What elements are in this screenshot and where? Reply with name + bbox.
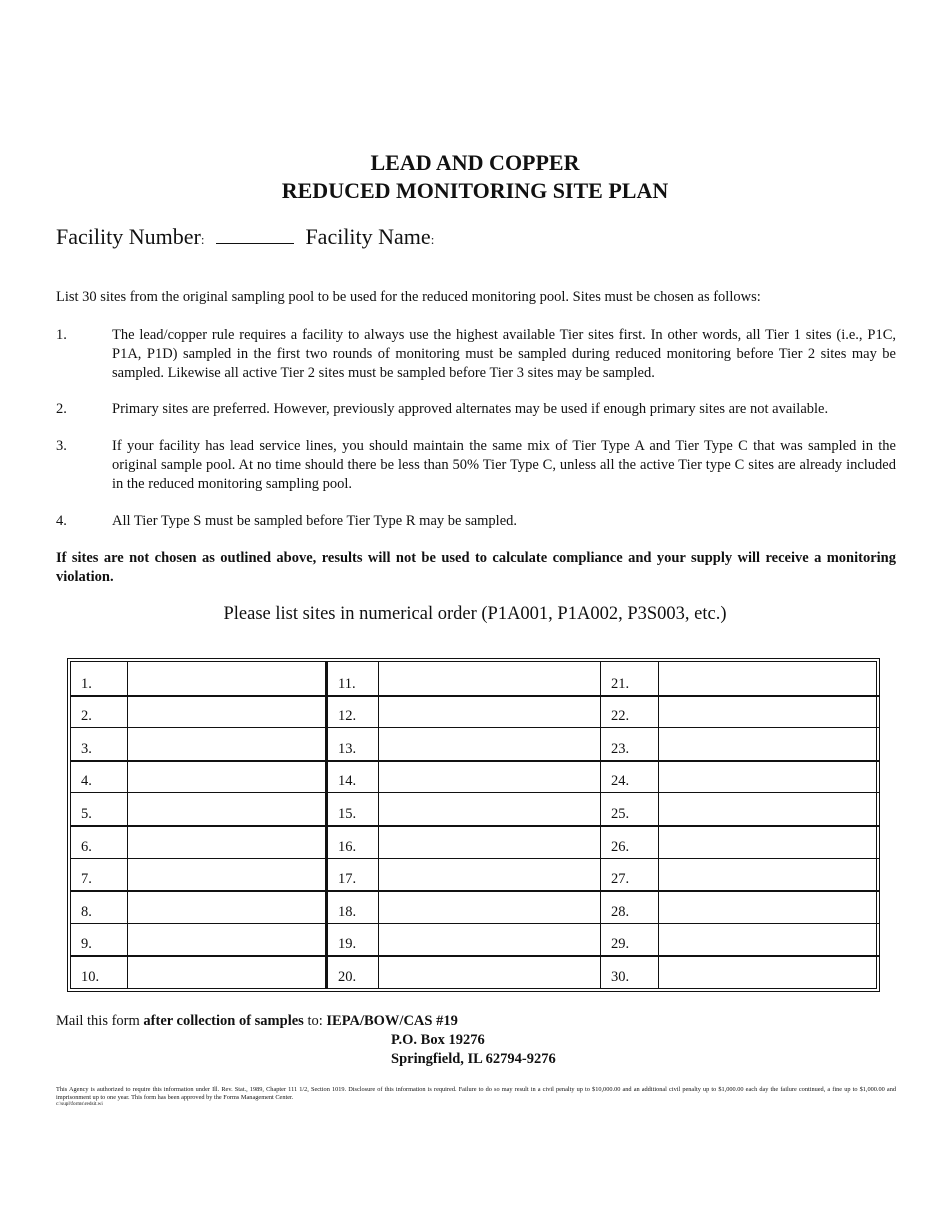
- facility-number-field[interactable]: [216, 225, 294, 244]
- site-number: 24.: [611, 773, 630, 790]
- mail-to: to:: [303, 1013, 327, 1029]
- table-row: [328, 727, 601, 762]
- rule-item: [56, 437, 896, 493]
- table-row: [71, 858, 325, 893]
- site-number: 21.: [611, 675, 630, 692]
- table-row: [71, 890, 325, 924]
- site-entry-field[interactable]: [127, 825, 325, 858]
- site-entry-field[interactable]: [658, 923, 879, 956]
- rule-item: [56, 400, 896, 419]
- table-row: [601, 792, 879, 827]
- rule-text: If your facility has lead service lines, you should maintain the same mix of Tier Type A and Tier Type C that was sampled in the original sample pool. At no time should there be less than 50% Tier Type C, unless all the active Tier type C sites are already included in the reduced monitoring sampling pool.: [112, 438, 896, 492]
- table-row: [328, 955, 601, 988]
- legal-notice: [56, 1086, 896, 1109]
- site-entry-field[interactable]: [378, 695, 601, 728]
- site-entry-field[interactable]: [378, 727, 601, 760]
- table-row: [328, 825, 601, 859]
- site-entry-field[interactable]: [127, 727, 325, 760]
- rule-number: 4.: [56, 513, 67, 529]
- table-row: [328, 792, 601, 827]
- site-number: 18.: [338, 903, 357, 920]
- table-row: [601, 955, 879, 988]
- table-row: [71, 662, 325, 697]
- site-column-3: [600, 662, 879, 988]
- site-number: 7.: [81, 871, 92, 888]
- table-row: [601, 890, 879, 924]
- mail-address-line1: IEPA/BOW/CAS #19: [326, 1013, 458, 1029]
- mail-address-line3: Springfield, IL 62794-9276: [391, 1051, 556, 1067]
- site-entry-field[interactable]: [658, 727, 879, 760]
- table-row: [601, 825, 879, 859]
- site-entry-field[interactable]: [127, 662, 325, 695]
- legal-notice-text: This Agency is authorized to require this information under Ill. Rev. Stat., 1989, Chapter 111 1/2, Section 1019. Disclosure of this information is required. Failure to do so may result in a civil penalty up to $10,000.00 and an additional civil penalty up to $1,000.00 each day the failure continued, a fine up to $1,000.00 and imprisonment up to one year. This form has been approved by the Forms Management Center.: [56, 1086, 896, 1101]
- compliance-warning: If sites are not chosen as outlined above, results will not be used to calculate compliance and your supply will receive a monitoring violation.: [56, 550, 896, 585]
- table-row: [71, 727, 325, 762]
- table-row: [71, 955, 325, 988]
- table-row: [328, 923, 601, 958]
- site-number: 27.: [611, 871, 630, 888]
- table-row: [71, 760, 325, 794]
- rule-number: 1.: [56, 327, 67, 343]
- facility-name-label: Facility Name: [305, 224, 431, 249]
- site-number: 11.: [338, 675, 356, 692]
- site-entry-field[interactable]: [378, 890, 601, 923]
- site-number: 6.: [81, 838, 92, 855]
- table-row: [601, 695, 879, 729]
- site-table: [67, 658, 880, 992]
- table-row: [328, 662, 601, 697]
- site-entry-field[interactable]: [127, 858, 325, 891]
- site-entry-field[interactable]: [658, 858, 879, 891]
- rule-item: [56, 512, 896, 531]
- site-number: 1.: [81, 675, 92, 692]
- site-number: 30.: [611, 968, 630, 985]
- site-number: 4.: [81, 773, 92, 790]
- site-entry-field[interactable]: [127, 955, 325, 988]
- form-code: c:\supl\forms\redsit.wi: [56, 1101, 103, 1108]
- site-entry-field[interactable]: [658, 662, 879, 695]
- site-number: 26.: [611, 838, 630, 855]
- site-number: 9.: [81, 936, 92, 953]
- site-column-1: [71, 662, 325, 988]
- site-entry-field[interactable]: [658, 792, 879, 825]
- site-entry-field[interactable]: [127, 695, 325, 728]
- table-row: [601, 662, 879, 697]
- form-title-line1: LEAD AND COPPER: [370, 150, 580, 175]
- table-row: [601, 727, 879, 762]
- site-entry-field[interactable]: [378, 760, 601, 793]
- site-entry-field[interactable]: [658, 890, 879, 923]
- site-entry-field[interactable]: [378, 955, 601, 988]
- site-number: 23.: [611, 740, 630, 757]
- site-number: 8.: [81, 903, 92, 920]
- site-entry-field[interactable]: [378, 792, 601, 825]
- table-row: [71, 825, 325, 859]
- site-number: 16.: [338, 838, 357, 855]
- table-row: [71, 923, 325, 958]
- table-row: [601, 858, 879, 893]
- site-entry-field[interactable]: [127, 792, 325, 825]
- facility-number-label: Facility Number: [56, 224, 201, 249]
- table-row: [328, 695, 601, 729]
- site-entry-field[interactable]: [127, 890, 325, 923]
- site-entry-field[interactable]: [658, 955, 879, 988]
- mail-line: [56, 1012, 458, 1031]
- site-number: 12.: [338, 708, 357, 725]
- site-number: 13.: [338, 740, 357, 757]
- table-row: [71, 792, 325, 827]
- table-row: [328, 858, 601, 893]
- site-entry-field[interactable]: [127, 760, 325, 793]
- site-column-2: [327, 662, 601, 988]
- table-row: [601, 923, 879, 958]
- site-number: 15.: [338, 805, 357, 822]
- site-number: 19.: [338, 936, 357, 953]
- site-number: 10.: [81, 968, 100, 985]
- rule-text: The lead/copper rule requires a facility to always use the highest available Tier sites first. In other words, all Tier 1 sites (i.e., P1C, P1A, P1D) sampled in the first two rounds of monitoring must be sampled during reduced monitoring before Tier 2 sites may be sampled. Likewise all active Tier 2 sites must be sampled before Tier 3 sites may be sampled.: [112, 327, 896, 381]
- site-entry-field[interactable]: [658, 760, 879, 793]
- table-row: [71, 695, 325, 729]
- site-number: 25.: [611, 805, 630, 822]
- table-row: [328, 760, 601, 794]
- site-number: 20.: [338, 968, 357, 985]
- site-number: 17.: [338, 871, 357, 888]
- mailing-instructions: [56, 1012, 556, 1067]
- intro-text: List 30 sites from the original sampling pool to be used for the reduced monitoring pool. Sites must be chosen as follows:: [56, 289, 761, 305]
- site-number: 14.: [338, 773, 357, 790]
- mail-emphasis: after collection of samples: [143, 1013, 304, 1029]
- site-number: 22.: [611, 708, 630, 725]
- rule-number: 2.: [56, 401, 67, 417]
- site-entry-field[interactable]: [378, 858, 601, 891]
- site-number: 29.: [611, 936, 630, 953]
- table-row: [601, 760, 879, 794]
- facility-line: [56, 224, 434, 250]
- site-entry-field[interactable]: [378, 923, 601, 956]
- site-number: 5.: [81, 805, 92, 822]
- site-entry-field[interactable]: [658, 695, 879, 728]
- site-entry-field[interactable]: [658, 825, 879, 858]
- form-title-line2: REDUCED MONITORING SITE PLAN: [281, 178, 669, 203]
- facility-number-colon: :: [200, 232, 205, 247]
- mail-prefix: Mail this form: [56, 1013, 144, 1029]
- site-number: 2.: [81, 708, 92, 725]
- rule-text: All Tier Type S must be sampled before Tier Type R may be sampled.: [112, 513, 518, 529]
- table-row: [328, 890, 601, 924]
- rule-item: [56, 326, 896, 382]
- site-number: 28.: [611, 903, 630, 920]
- rule-text: Primary sites are preferred. However, previously approved alternates may be used if enough primary sites are not available.: [112, 401, 829, 417]
- ordering-instruction: Please list sites in numerical order (P1A001, P1A002, P3S003, etc.): [223, 604, 727, 624]
- facility-name-colon: :: [430, 232, 435, 247]
- site-entry-field[interactable]: [378, 662, 601, 695]
- site-entry-field[interactable]: [127, 923, 325, 956]
- rule-number: 3.: [56, 438, 67, 454]
- site-entry-field[interactable]: [378, 825, 601, 858]
- site-number: 3.: [81, 740, 92, 757]
- mail-address-line2: P.O. Box 19276: [391, 1032, 485, 1048]
